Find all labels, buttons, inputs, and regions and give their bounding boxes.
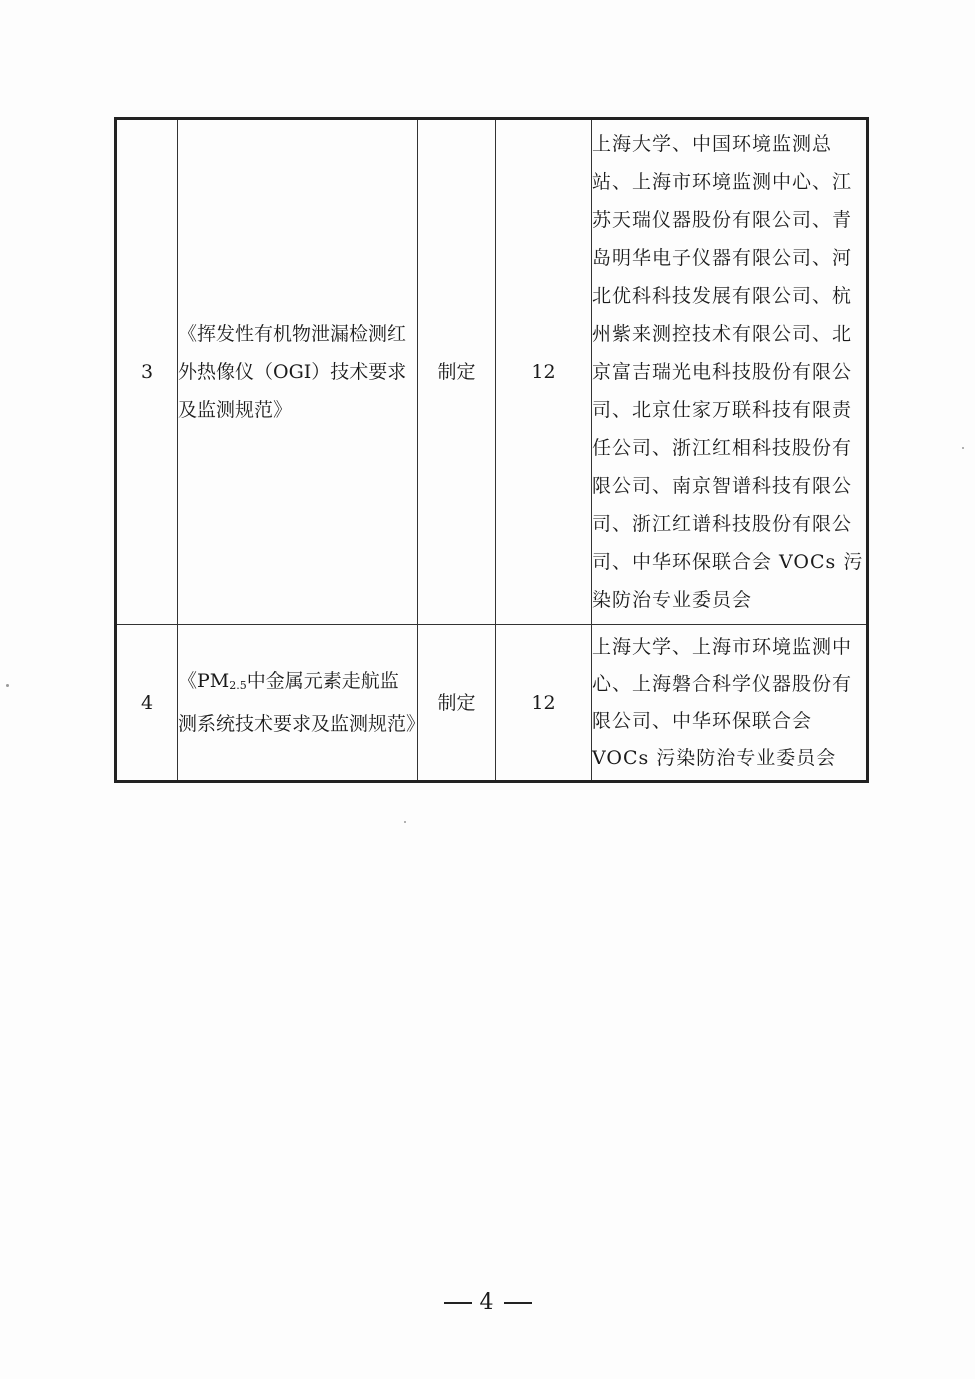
name-rest: 中金属元素走航监测系统技术要求及监测规范》 bbox=[178, 670, 426, 735]
scan-speck bbox=[6, 684, 9, 687]
standard-name bbox=[178, 625, 426, 782]
standard-name-text: 《挥发性有机物泄漏检测红外热像仪（OGI）技术要求及监测规范》 bbox=[178, 323, 407, 421]
table-row bbox=[116, 119, 868, 625]
page-footer bbox=[0, 1290, 975, 1315]
name-subscript: 2.5 bbox=[229, 679, 247, 692]
drafting-units: 上海大学、上海市环境监测中心、上海磐合科学仪器股份有限公司、中华环保联合会 VOCs 污染防治专业委员会 bbox=[592, 625, 868, 782]
table-row bbox=[116, 625, 868, 782]
drafting-units: 上海大学、中国环境监测总站、上海市环境监测中心、江苏天瑞仪器股份有限公司、青岛明华电子仪器有限公司、河北优科科技发展有限公司、杭州紫来测控技术有限公司、北京富吉瑞光电科技股份有限公司、北京仕家万联科技有限责任公司、浙江红相科技股份有限公司、南京智谱科技有限公司、浙江红谱科技股份有限公司、中华环保联合会 VOCs 污染防治专业委员会 bbox=[592, 119, 868, 625]
row-number: 3 bbox=[116, 119, 178, 625]
scan-speck bbox=[404, 821, 406, 823]
name-prefix: 《PM bbox=[178, 670, 230, 692]
project-type: 制定 bbox=[418, 625, 496, 782]
standards-table bbox=[114, 117, 869, 783]
dash-left bbox=[444, 1302, 472, 1304]
project-type: 制定 bbox=[418, 119, 496, 625]
completion-months: 12 bbox=[496, 625, 592, 782]
dash-right bbox=[504, 1302, 532, 1304]
scan-speck bbox=[962, 447, 964, 449]
row-number: 4 bbox=[116, 625, 178, 782]
completion-months: 12 bbox=[496, 119, 592, 625]
standard-name-text bbox=[178, 662, 426, 743]
standard-name bbox=[178, 119, 418, 625]
page-number: 4 bbox=[479, 1290, 496, 1315]
